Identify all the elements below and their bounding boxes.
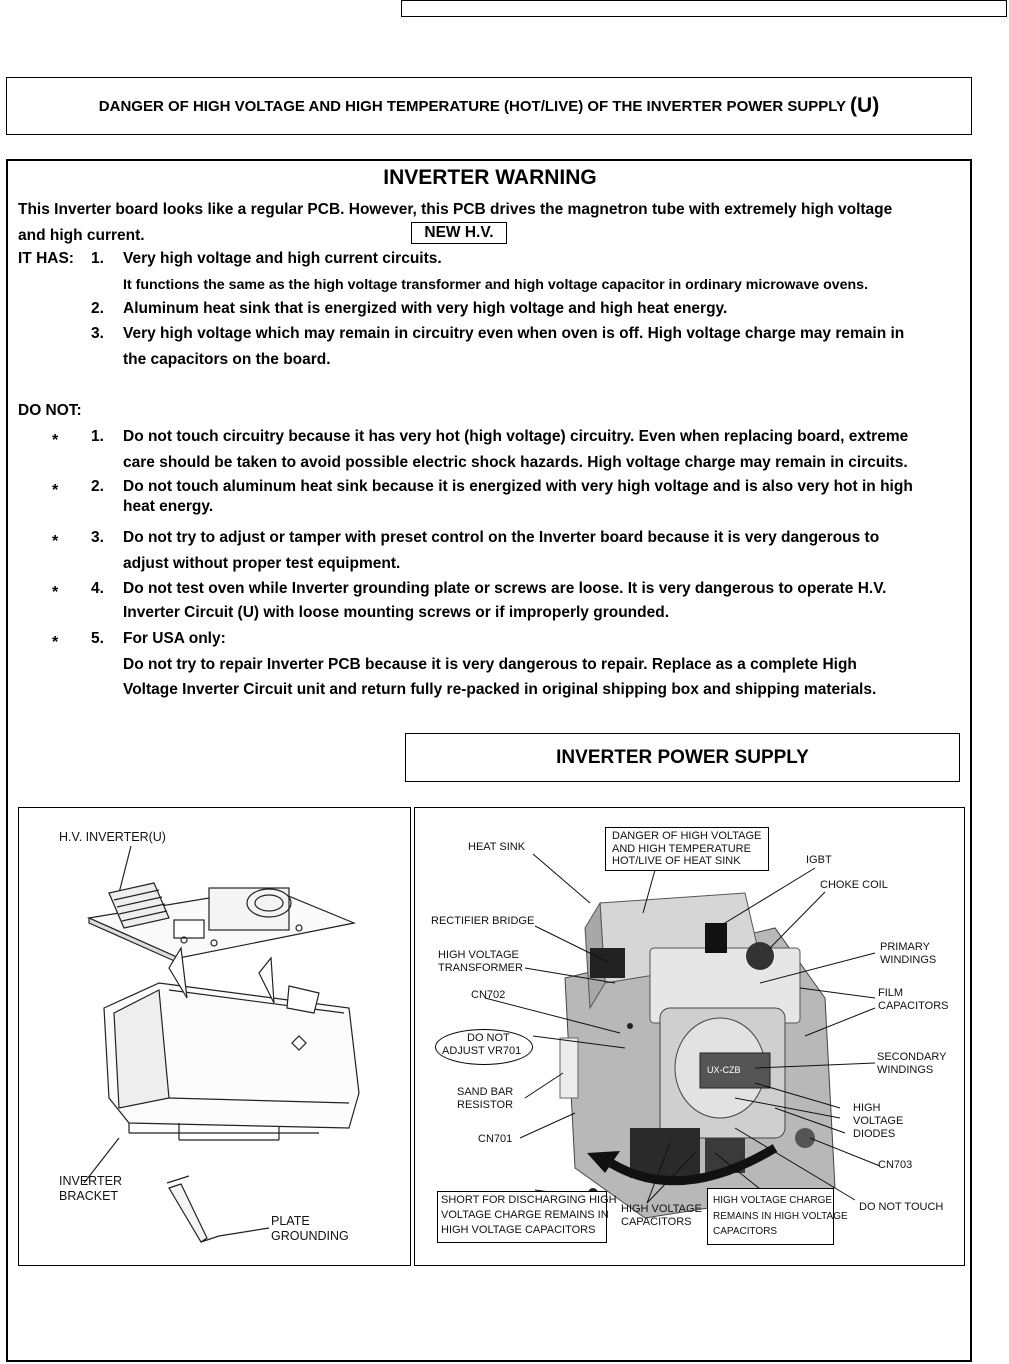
do-not-3-line-1: Do not try to adjust or tamper with preset control on the Inverter board because it is very dangerous to — [123, 529, 880, 546]
sand-bar-resistor-label-2: RESISTOR — [457, 1099, 514, 1111]
igbt-label: IGBT — [806, 854, 832, 866]
danger-banner-text: DANGER OF HIGH VOLTAGE AND HIGH TEMPERATURE (HOT/LIVE) OF THE INVERTER POWER SUPPLY — [98, 97, 847, 115]
inverter-warning-title: INVERTER WARNING — [383, 166, 597, 189]
do-not-4-num: 4. — [91, 580, 104, 597]
danger-label-3: HOT/LIVE OF HEAT SINK — [612, 855, 741, 867]
it-has-2-num: 2. — [91, 300, 104, 317]
it-has-1-num: 1. — [91, 250, 104, 267]
danger-banner-suffix: (U) — [850, 94, 880, 117]
plate-grounding-label-1: PLATE — [271, 1214, 310, 1228]
do-not-2-num: 2. — [91, 478, 104, 495]
short-discharge-label-1: SHORT FOR DISCHARGING HIGH — [441, 1194, 617, 1206]
bullet-star: * — [52, 432, 59, 449]
film-capacitors-label-2: CAPACITORS — [878, 1000, 949, 1012]
cn701-label: CN701 — [478, 1133, 513, 1145]
it-has-label: IT HAS: — [18, 250, 74, 267]
hv-diodes-label-3: DIODES — [853, 1128, 896, 1140]
hv-diodes-label-2: VOLTAGE — [853, 1115, 904, 1127]
do-not-adjust-label-2: ADJUST VR701 — [442, 1045, 522, 1057]
bullet-star: * — [52, 584, 59, 601]
bullet-star: * — [52, 533, 59, 550]
secondary-windings-label-2: WINDINGS — [877, 1064, 934, 1076]
do-not-5-line-3: Voltage Inverter Circuit unit and return fully re-packed in original shipping box and shipping materials. — [123, 681, 877, 698]
it-has-3-num: 3. — [91, 325, 104, 342]
choke-coil-label: CHOKE COIL — [820, 879, 888, 891]
it-has-3-line-1: Very high voltage which may remain in circuitry even when oven is off. High voltage charge may remain in — [123, 325, 905, 342]
bullet-star: * — [52, 634, 59, 651]
danger-label-2: AND HIGH TEMPERATURE — [612, 843, 751, 855]
do-not-5-num: 5. — [91, 630, 104, 647]
it-has-1-line-2: It functions the same as the high voltage transformer and high voltage capacitor in ordinary microwave ovens. — [123, 277, 869, 293]
hv-charge-remains-label-2: REMAINS IN HIGH VOLTAGE — [713, 1211, 848, 1222]
it-has-3-line-2: the capacitors on the board. — [123, 351, 331, 368]
intro-line-1: This Inverter board looks like a regular PCB. However, this PCB drives the magnetron tube with extremely high voltage — [18, 201, 893, 218]
bullet-star: * — [52, 482, 59, 499]
hv-inverter-label: H.V. INVERTER(U) — [59, 830, 166, 844]
do-not-adjust-label-1: DO NOT — [467, 1032, 510, 1044]
do-not-1-line-2: care should be taken to avoid possible electric shock hazards. High voltage charge may remain in circuits. — [123, 454, 908, 471]
danger-label-1: DANGER OF HIGH VOLTAGE — [612, 830, 762, 842]
hv-diodes-label-1: HIGH — [853, 1102, 881, 1114]
danger-banner — [6, 77, 972, 135]
do-not-2-line-1: Do not touch aluminum heat sink because it is energized with very high voltage and is also very hot in high — [123, 478, 913, 495]
hv-transformer-label-1: HIGH VOLTAGE — [438, 949, 519, 961]
hv-charge-remains-label-1: HIGH VOLTAGE CHARGE — [713, 1195, 833, 1206]
hv-transformer-label-2: TRANSFORMER — [438, 962, 523, 974]
new-hv-badge: NEW H.V. — [411, 222, 507, 244]
cn703-label: CN703 — [878, 1159, 913, 1171]
inverter-power-supply-title: INVERTER POWER SUPPLY — [405, 733, 960, 782]
do-not-1-num: 1. — [91, 428, 104, 445]
primary-windings-label-2: WINDINGS — [880, 954, 937, 966]
plate-grounding-label-2: GROUNDING — [271, 1229, 349, 1243]
do-not-4-line-1: Do not test oven while Inverter grounding plate or screws are loose. It is very dangerous to operate H.V. — [123, 580, 887, 597]
do-not-2-line-2: heat energy. — [123, 498, 214, 515]
inverter-bracket-label-1: INVERTER — [59, 1174, 122, 1188]
do-not-3-num: 3. — [91, 529, 104, 546]
do-not-5-line-1: For USA only: — [123, 630, 226, 647]
primary-windings-label-1: PRIMARY — [880, 941, 930, 953]
it-has-1-line-1: Very high voltage and high current circuits. — [123, 250, 442, 267]
sand-bar-resistor-label-1: SAND BAR — [457, 1086, 514, 1098]
do-not-label: DO NOT: — [18, 402, 82, 419]
do-not-touch-label: DO NOT TOUCH — [859, 1201, 944, 1213]
intro-line-2: and high current. — [18, 227, 145, 244]
component-marking: UX-CZB — [707, 1065, 741, 1075]
inverter-assembly-figure — [18, 807, 411, 1266]
inverter-board-photo-figure — [414, 807, 965, 1266]
hv-charge-remains-label-3: CAPACITORS — [713, 1226, 778, 1237]
cn702-label: CN702 — [471, 989, 506, 1001]
secondary-windings-label-1: SECONDARY — [877, 1051, 947, 1063]
inverter-bracket-label-2: BRACKET — [59, 1189, 119, 1203]
do-not-5-line-2: Do not try to repair Inverter PCB because it is very dangerous to repair. Replace as a complete High — [123, 656, 857, 673]
rectifier-bridge-label: RECTIFIER BRIDGE — [431, 915, 535, 927]
heat-sink-label: HEAT SINK — [468, 841, 526, 853]
hv-capacitors-label-2: CAPACITORS — [621, 1216, 692, 1228]
short-discharge-label-3: HIGH VOLTAGE CAPACITORS — [441, 1224, 596, 1236]
film-capacitors-label-1: FILM — [878, 987, 904, 999]
hv-capacitors-label-1: HIGH VOLTAGE — [621, 1203, 702, 1215]
do-not-1-line-1: Do not touch circuitry because it has very hot (high voltage) circuitry. Even when replacing board, extreme — [123, 428, 909, 445]
do-not-4-line-2: Inverter Circuit (U) with loose mounting screws or if improperly grounded. — [123, 604, 670, 621]
it-has-2-line-1: Aluminum heat sink that is energized with very high voltage and high heat energy. — [123, 300, 728, 317]
header-box — [401, 0, 1007, 17]
short-discharge-label-2: VOLTAGE CHARGE REMAINS IN — [441, 1209, 609, 1221]
do-not-3-line-2: adjust without proper test equipment. — [123, 555, 401, 572]
